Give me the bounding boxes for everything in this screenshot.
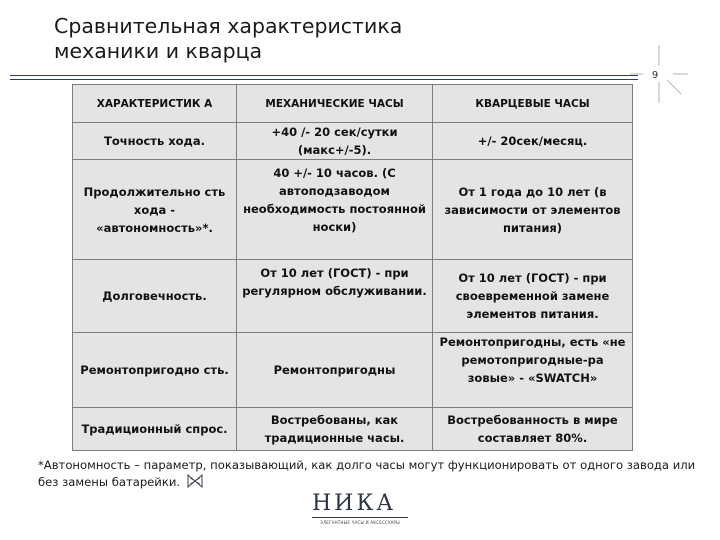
header-characteristic: ХАРАКТЕРИСТИК А xyxy=(73,85,237,123)
logo-tagline: ЭЛЕГАНТНЫЕ ЧАСЫ И АКСЕССУАРЫ xyxy=(320,520,400,525)
cell-mechanical-accuracy: +40 /- 20 сек/сутки (макс+/-5). xyxy=(237,123,433,160)
table-header-row xyxy=(73,85,633,123)
cell-quartz-accuracy: +/- 20сек/месяц. xyxy=(433,123,633,160)
footnote-text: *Автономность – параметр, показывающий, как долго часы могут функционировать от одного завода или без замены батарейки. xyxy=(38,458,696,489)
table-row xyxy=(73,408,633,451)
row-label-durability: Долговечность. xyxy=(73,260,237,333)
row-label-accuracy: Точность хода. xyxy=(73,123,237,160)
title-divider-bottom xyxy=(10,79,638,80)
slide-title-line-2: механики и кварца xyxy=(54,39,263,63)
header-mechanical: МЕХАНИЧЕСКИЕ ЧАСЫ xyxy=(237,85,433,123)
cell-quartz-autonomy: От 1 года до 10 лет (в зависимости от элементов питания) xyxy=(433,160,633,260)
row-label-demand: Традиционный спрос. xyxy=(73,408,237,451)
slide-title xyxy=(54,14,574,64)
table-row xyxy=(73,123,633,160)
cell-quartz-demand: Востребованность в мире составляет 80%. xyxy=(433,408,633,451)
cell-mechanical-repairability: Ремонтопригодны xyxy=(237,333,433,408)
title-divider-top xyxy=(10,75,638,76)
cell-mechanical-demand: Востребованы, как традиционные часы. xyxy=(237,408,433,451)
table-row xyxy=(73,160,633,260)
cell-mechanical-autonomy: 40 +/- 10 часов. (С автоподзаводом необходимость постоянной носки) xyxy=(237,160,433,260)
header-quartz: КВАРЦЕВЫЕ ЧАСЫ xyxy=(433,85,633,123)
cell-mechanical-durability: От 10 лет (ГОСТ) - при регулярном обслуживании. xyxy=(237,260,433,333)
table-row xyxy=(73,260,633,333)
cell-quartz-repairability: Ремонтопригодны, есть «не ремотопригодные-ра зовые» - «SWATCH» xyxy=(433,333,633,408)
footnote xyxy=(38,457,702,491)
slide-title-line-1: Сравнительная характеристика xyxy=(54,14,403,38)
comparison-table xyxy=(72,84,633,451)
page-number: 9 xyxy=(651,70,659,81)
butterfly-icon xyxy=(186,474,204,488)
company-logo: НИКА xyxy=(312,491,397,516)
cell-quartz-durability: От 10 лет (ГОСТ) - при своевременной замене элементов питания. xyxy=(433,260,633,333)
logo-underline xyxy=(312,517,408,518)
row-label-repairability: Ремонтопригодно сть. xyxy=(73,333,237,408)
table-row xyxy=(73,333,633,408)
row-label-autonomy: Продолжительно сть хода - «автономность»*. xyxy=(73,160,237,260)
